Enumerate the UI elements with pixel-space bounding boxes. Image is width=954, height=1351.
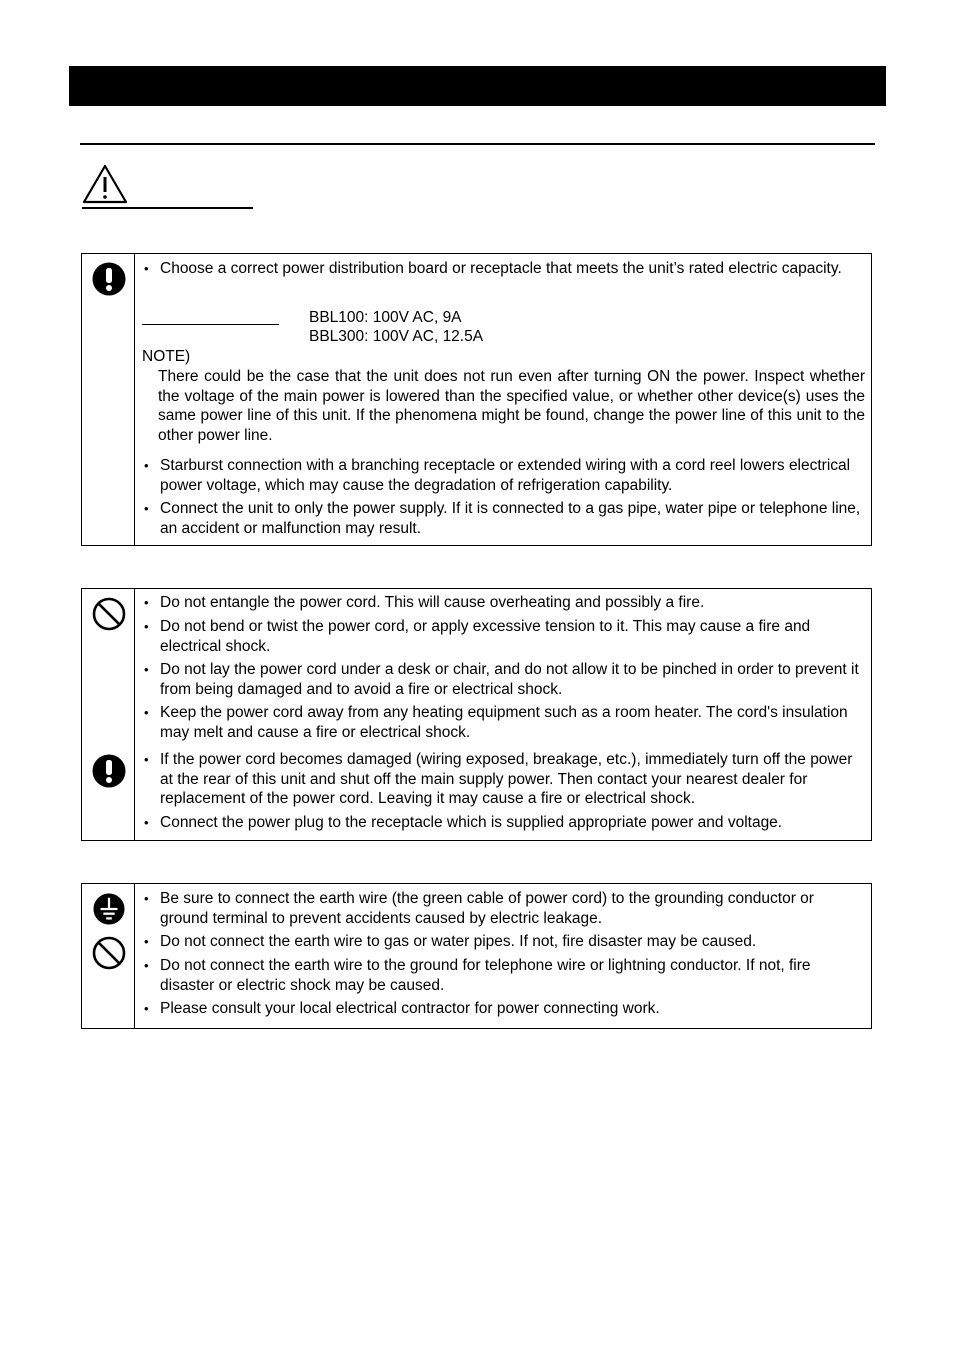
list-item: • Do not bend or twist the power cord, or apply excessive tension to it. This may cause a fire and electrical shock. (141, 617, 863, 656)
warning-underline (82, 207, 253, 209)
list-item: • Starburst connection with a branching receptacle or extended wiring with a cord reel lowers electrical power voltage, which may cause the degradation of refrigeration capability. (141, 456, 863, 495)
list-item: • Be sure to connect the earth wire (the green cable of power cord) to the grounding conductor or ground terminal to prevent accidents caused by electric leakage. (141, 889, 863, 928)
earth-wire-box (81, 883, 872, 1029)
list-item: • Do not lay the power cord under a desk or chair, and do not allow it to be pinched in order to prevent it from being damaged and to avoid a fire or electrical shock. (141, 660, 863, 699)
note-label: NOTE) (142, 348, 191, 365)
list-item: • Please consult your local electrical contractor for power connecting work. (141, 999, 863, 1019)
spec-bbl300: BBL300: 100V AC, 12.5A (309, 328, 484, 345)
spec-bbl100: BBL100: 100V AC, 9A (309, 309, 462, 326)
list-item: • Do not entangle the power cord. This will cause overheating and possibly a fire. (141, 593, 863, 613)
section-header-bar (69, 66, 886, 106)
note-text: There could be the case that the unit does not run even after turning ON the power. Inspect whether the voltage of the main power is lowered than the specified value, or whether other device(s) uses the same power line of this unit. If the phenomena might be found, change the power line of this unit to the other power line. (158, 368, 865, 444)
list-item: • Connect the unit to only the power supply. If it is connected to a gas pipe, water pipe or telephone line, an accident or malfunction may result. (141, 499, 863, 538)
spec-underline (142, 324, 279, 325)
power-supply-box (81, 253, 872, 546)
list-item: • Keep the power cord away from any heating equipment such as a room heater. The cord's insulation may melt and cause a fire or electrical shock. (141, 703, 863, 742)
list-item: • Do not connect the earth wire to gas or water pipes. If not, fire disaster may be caused. (141, 932, 863, 952)
exclamation-circle-icon (92, 754, 126, 788)
prohibited-circle-icon (92, 936, 126, 970)
list-item: • Choose a correct power distribution board or receptacle that meets the unit’s rated electric capacity. (141, 259, 863, 279)
warning-triangle-icon (82, 164, 128, 204)
ground-circle-icon (93, 893, 125, 925)
section-rule (80, 143, 875, 145)
prohibited-circle-icon (92, 597, 126, 631)
exclamation-circle-icon (92, 262, 126, 296)
list-item: • Do not connect the earth wire to the ground for telephone wire or lightning conductor. If not, fire disaster or electric shock may be caused. (141, 956, 863, 995)
list-item: • Connect the power plug to the receptacle which is supplied appropriate power and voltage. (141, 813, 863, 833)
list-item: • If the power cord becomes damaged (wiring exposed, breakage, etc.), immediately turn off the power at the rear of this unit and shut off the main supply power. Then contact your nearest dealer for replacement of the power cord. Leaving it may cause a fire or electrical shock. (141, 750, 863, 809)
power-cord-box (81, 588, 872, 841)
